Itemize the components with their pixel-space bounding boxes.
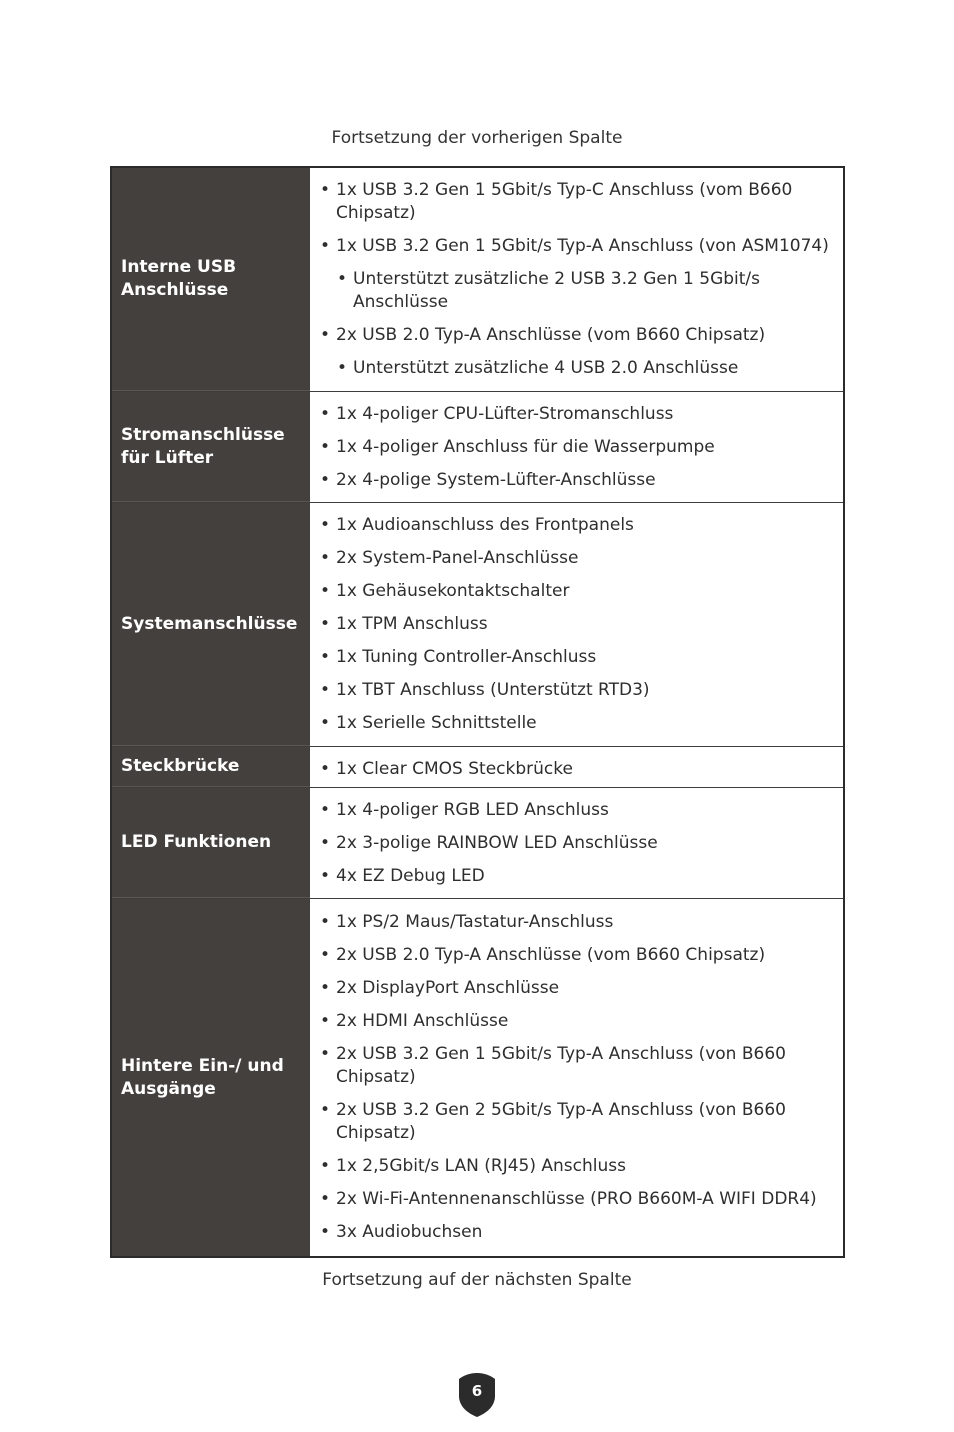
spec-row-fan-power [112, 392, 843, 503]
spec-item: • 2x System-Panel-Anschlüsse [320, 547, 831, 570]
spec-item: • 1x Clear CMOS Steckbrücke [320, 758, 831, 781]
spec-label: Hintere Ein-/ und Ausgänge [112, 899, 310, 1256]
spec-item: • 2x USB 2.0 Typ-A Anschlüsse (vom B660 Chipsatz) [320, 944, 831, 967]
spec-values [310, 747, 843, 787]
page-number: 6 [471, 1382, 483, 1400]
spec-sub-item: • Unterstützt zusätzliche 2 USB 3.2 Gen 1 5Gbit/s Anschlüsse [337, 268, 831, 314]
spec-sub-item: • Unterstützt zusätzliche 4 USB 2.0 Anschlüsse [337, 357, 831, 380]
spec-item: • 2x DisplayPort Anschlüsse [320, 977, 831, 1000]
spec-row-led-features [112, 788, 843, 899]
spec-values [310, 392, 843, 502]
spec-label: Steckbrücke [112, 747, 310, 787]
spec-item: • 3x Audiobuchsen [320, 1221, 831, 1244]
spec-item: • 1x 4-poliger RGB LED Anschluss [320, 799, 831, 822]
spec-item: • 1x TPM Anschluss [320, 613, 831, 636]
spec-item: • 4x EZ Debug LED [320, 865, 831, 888]
spec-item: • 2x 4-polige System-Lüfter-Anschlüsse [320, 469, 831, 492]
spec-item: • 1x 4-poliger CPU-Lüfter-Stromanschluss [320, 403, 831, 426]
spec-values [310, 788, 843, 898]
spec-item: • 2x 3-polige RAINBOW LED Anschlüsse [320, 832, 831, 855]
spec-row-internal-usb [112, 168, 843, 392]
continued-from-previous-caption: Fortsetzung der vorherigen Spalte [331, 128, 623, 148]
spec-label: Systemanschlüsse [112, 503, 310, 746]
spec-item: • 2x USB 3.2 Gen 2 5Gbit/s Typ-A Anschluss (von B660 Chipsatz) [320, 1099, 831, 1145]
spec-item: • 1x 2,5Gbit/s LAN (RJ45) Anschluss [320, 1155, 831, 1178]
spec-item: • 1x PS/2 Maus/Tastatur-Anschluss [320, 911, 831, 934]
spec-label: Stromanschlüsse für Lüfter [112, 392, 310, 502]
spec-values [310, 899, 843, 1256]
specifications-table [110, 166, 845, 1258]
spec-item: • 1x Audioanschluss des Frontpanels [320, 514, 831, 537]
spec-item: • 1x USB 3.2 Gen 1 5Gbit/s Typ-A Anschluss (von ASM1074) [320, 235, 831, 258]
spec-item: • 2x USB 2.0 Typ-A Anschlüsse (vom B660 Chipsatz) [320, 324, 831, 347]
spec-row-jumper [112, 747, 843, 788]
continued-on-next-caption: Fortsetzung auf der nächsten Spalte [322, 1270, 632, 1290]
spec-item: • 2x HDMI Anschlüsse [320, 1010, 831, 1033]
spec-item: • 1x Tuning Controller-Anschluss [320, 646, 831, 669]
spec-item: • 1x Gehäusekontaktschalter [320, 580, 831, 603]
spec-values [310, 168, 843, 391]
spec-item: • 2x USB 3.2 Gen 1 5Gbit/s Typ-A Anschluss (von B660 Chipsatz) [320, 1043, 831, 1089]
spec-values [310, 503, 843, 746]
spec-item: • 1x Serielle Schnittstelle [320, 712, 831, 735]
spec-item: • 1x 4-poliger Anschluss für die Wasserpumpe [320, 436, 831, 459]
spec-item: • 1x TBT Anschluss (Unterstützt RTD3) [320, 679, 831, 702]
spec-row-rear-io [112, 899, 843, 1256]
spec-item: • 1x USB 3.2 Gen 1 5Gbit/s Typ-C Anschluss (vom B660 Chipsatz) [320, 179, 831, 225]
spec-label: Interne USB Anschlüsse [112, 168, 310, 391]
spec-item: • 2x Wi-Fi-Antennenanschlüsse (PRO B660M-A WIFI DDR4) [320, 1188, 831, 1211]
spec-row-system-connectors [112, 503, 843, 747]
spec-label: LED Funktionen [112, 788, 310, 898]
